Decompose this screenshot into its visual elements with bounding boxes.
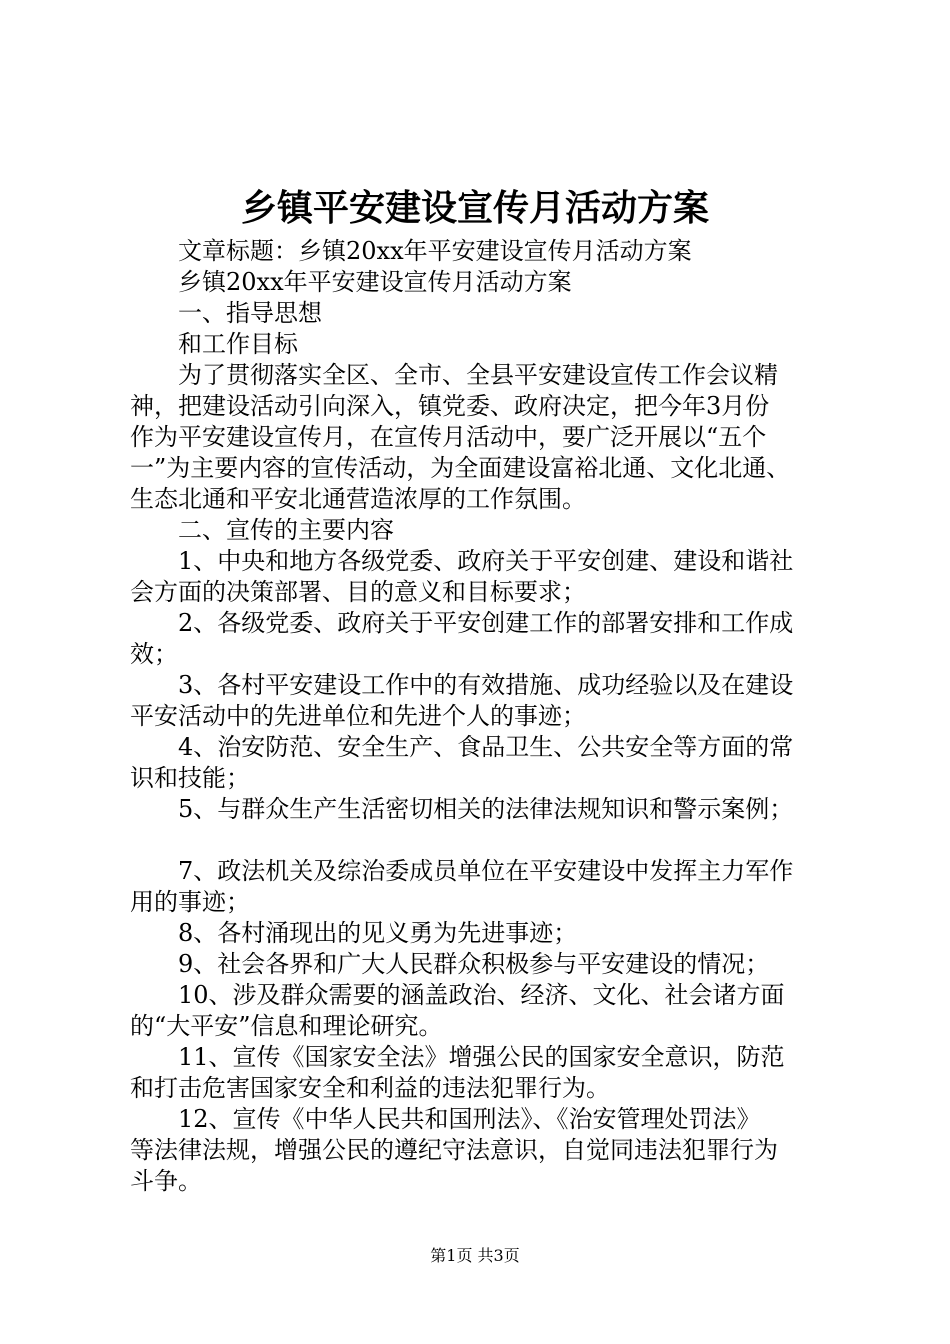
section-heading: 和工作目标 bbox=[178, 330, 298, 358]
document-body bbox=[130, 236, 830, 1197]
list-item-line: 和打击危害国家安全和利益的违法犯罪行为。 bbox=[130, 1074, 610, 1102]
document-title: 乡镇平安建设宣传月活动方案 bbox=[240, 187, 709, 229]
paragraph-line: 生态北通和平安北通营造浓厚的工作氛围。 bbox=[130, 485, 586, 513]
list-item-line: 4、治安防范、安全生产、食品卫生、公共安全等方面的常 bbox=[178, 733, 794, 761]
blank-line bbox=[130, 825, 830, 856]
list-item-line: 的“大平安”信息和理论研究。 bbox=[130, 1012, 443, 1040]
list-item-line: 平安活动中的先进单位和先进个人的事迹； bbox=[130, 702, 586, 730]
section-heading: 一、指导思想 bbox=[178, 299, 322, 327]
list-item-line: 会方面的决策部署、目的意义和目标要求； bbox=[130, 578, 586, 606]
list-item-line: 5、与群众生产生活密切相关的法律法规知识和警示案例； bbox=[178, 795, 794, 823]
list-item-line: 斗争。 bbox=[130, 1167, 202, 1195]
paragraph-line: 神，把建设活动引向深入，镇党委、政府决定，把今年3月份 bbox=[130, 392, 770, 420]
list-item-line: 9、社会各界和广大人民群众积极参与平安建设的情况； bbox=[178, 950, 770, 978]
list-item-line: 7、政法机关及综治委成员单位在平安建设中发挥主力军作 bbox=[178, 857, 794, 885]
paragraph-line: 作为平安建设宣传月，在宣传月活动中，要广泛开展以“五个 bbox=[130, 423, 767, 451]
list-item-line: 2、各级党委、政府关于平安创建工作的部署安排和工作成 bbox=[178, 609, 794, 637]
section-heading: 二、宣传的主要内容 bbox=[178, 516, 394, 544]
list-item-line: 10、涉及群众需要的涵盖政治、经济、文化、社会诸方面 bbox=[178, 981, 785, 1009]
list-item-line: 3、各村平安建设工作中的有效措施、成功经验以及在建设 bbox=[178, 671, 794, 699]
list-item-line: 11、宣传《国家安全法》增强公民的国家安全意识，防范 bbox=[178, 1043, 785, 1071]
page-footer: 第1页 共3页 bbox=[430, 1246, 520, 1265]
paragraph-line: 为了贯彻落实全区、全市、全县平安建设宣传工作会议精 bbox=[178, 361, 778, 389]
subtitle-line: 乡镇20xx年平安建设宣传月活动方案 bbox=[178, 268, 572, 296]
list-item-line: 1、中央和地方各级党委、政府关于平安创建、建设和谐社 bbox=[178, 547, 794, 575]
article-title-line: 文章标题：乡镇20xx年平安建设宣传月活动方案 bbox=[178, 237, 692, 265]
list-item-line: 等法律法规，增强公民的遵纪守法意识，自觉同违法犯罪行为 bbox=[130, 1136, 778, 1164]
list-item-line: 8、各村涌现出的见义勇为先进事迹； bbox=[178, 919, 578, 947]
list-item-line: 识和技能； bbox=[130, 764, 250, 792]
list-item-line: 12、宣传《中华人民共和国刑法》、《治安管理处罚法》 bbox=[178, 1105, 761, 1133]
list-item-line: 效； bbox=[130, 640, 178, 668]
list-item-line: 用的事迹； bbox=[130, 888, 250, 916]
paragraph-line: 一”为主要内容的宣传活动，为全面建设富裕北通、文化北通、 bbox=[130, 454, 791, 482]
